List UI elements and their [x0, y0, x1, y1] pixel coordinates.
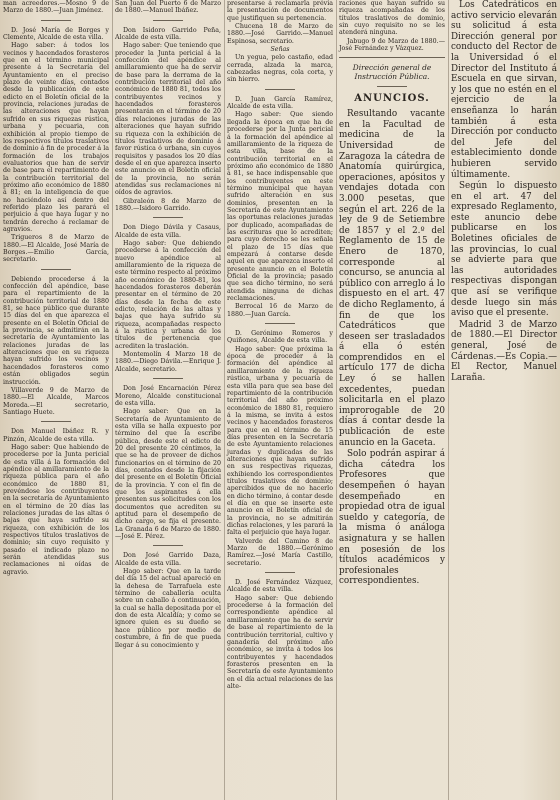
separator: [153, 378, 183, 379]
notice-heading: D. Gerónimo Romeros y Quiñones, Alcalde de esta villa.: [227, 330, 333, 345]
separator: [265, 89, 295, 90]
section-label: Señas: [270, 46, 290, 54]
separator: [339, 57, 445, 58]
paragraph: Hago saber: Que debiendo procederse á la formación del correspondiente apéndice al amillaramiento que ha de servir de base al repartimiento de la contribución territorial, cultivo y ganadería del próximo año económico, se invita á todos los contribuyentes y hacendados forasteros presenten en la Secretaría de este Ayuntamiento en el día actual relaciones de las alte-: [227, 594, 333, 690]
paragraph: Un yegua, pelo castaño, edad cerrada, alzada la marca, cabezadas negras, cola corta, y sin hierro.: [227, 54, 333, 84]
section-header: Dirección general de Instrucción Pública.: [352, 63, 432, 81]
separator: [377, 86, 407, 87]
paragraph: Hago saber: Que en la tarde del día 15 del actual apareció en la dehesa de Tarrafuela este término de caballería oculta sobre un caballo á continuación, la cual se halla depositada por el don de esta Alcaldía; y como se ignore quien es su dueño se hace público por medio de costumbre, á fin de que pueda llegar á su conocimiento y: [115, 568, 221, 649]
column-5: [448, 0, 560, 800]
signature: Gibraleón 8 de Marzo de 1880.—Isidoro Garrido.: [115, 197, 221, 212]
column-1: [0, 0, 112, 800]
column-3: [224, 0, 336, 800]
separator: [153, 545, 183, 546]
separator: [153, 217, 183, 218]
separator: [41, 421, 71, 422]
signature: Chucena 18 de Marzo de 1880.—José Garrido.—Manuel Espinosa, secretario.: [227, 23, 333, 45]
separator: [41, 20, 71, 21]
separator: [265, 323, 295, 324]
notice-heading: D. Juan García Ramírez, Alcalde de esta villa.: [227, 95, 333, 111]
paragraph: Según lo dispuesto en el art. 47 del expresado Reglamento, este anuncio debe publicarse en los Boletines oficiales de las provincias, lo cual se advierte para que las autoridades respectivas dispongan que así se verifique desde luego sin más aviso que el presente.: [451, 181, 557, 319]
paragraph: Hago saber: Que debiendo procederse á la confección del nuevo apéndice al amillaramiento de la riqueza de este término respecto al próximo año económico de 1880-81, los hacendados forasteros deberán presentar en el término de 20 días desde la fecha de este edicto, relación de las altas y bajas que haya sufrido su riqueza, acompañadas respecto á la rústica y urbana de los títulos de pertenencia que acrediten la traslación.: [115, 239, 221, 350]
notice-heading: D. José Fernández Vázquez, Alcalde de esta villa.: [227, 579, 333, 594]
signature: Madrid 3 de Marzo de 1880.—El Director general, José de Cárdenas.—Es Copia.—El Rector, Manuel Laraña.: [451, 319, 557, 383]
paragraph: Hago saber: Que en la Secretaría de Ayuntamiento de esta villa se halla expuesto por término del que la escribe pública, desde este el edicto de 20 del presente 20 céntimos, la que se ha de proveer de dichos funcionarios en el término de 20 días, contados desde la fijación del presente en el Boletín Oficial de la provincia. Y con el fin de que los aspirantes á ella presenten sus solicitudes con los documentos que acrediten su aptitud para el desempeño de dicho cargo, se fija el presente. La Granada 6 de Marzo de 1880.—José E. Pérez.: [115, 408, 221, 541]
signature: Valverde del Camino 8 de Marzo de 1880.—Gerónimo Ramírez.—José María Castillo, secretario.: [227, 537, 333, 567]
notice-heading: Don José Garrido Daza, Alcalde de esta villa.: [115, 552, 221, 567]
section-title: ANUNCIOS.: [354, 93, 430, 105]
separator: [41, 269, 71, 270]
paragraph: Hago saber: Que siendo llegada la época en que ha de procederse por la Junta pericial á la formación del apéndice al amillaramiento de la riqueza de esta villa, base de la contribución territorial en el próximo año económico de 1880 á 81, se hace indispensable que los contribuyentes en este término municipal que hayan sufrido alteración en sus dominios, presenten en la Secretaría de este Ayuntamiento las oportunas relaciones juradas por duplicado, acompañadas de las escrituras que lo acrediten; para cuyo derecho se les señala el plazo de 15 días que empezará á contarse desde aquel en que aparezca inserto el presente anuncio en el Boletín Oficial de la provincia; pasado que sea dicho término, no será atendida ninguna de dichas reclamaciones.: [227, 111, 333, 303]
notice-heading: Don Manuel Ibáñez R. y Pinzón, Alcalde de esta villa.: [3, 428, 109, 443]
separator: [153, 20, 183, 21]
paragraph: Resultando vacante en la Facultad de medicina de la Universidad de Zaragoza la cátedra de Anatomía quirúrgica, operaciones, apósitos y vendajes dotada con 3.000 pesetas, que según el art. 226 de la ley de 9 de Setiembre de 1857 y el 2.º del Reglamento de 15 de Enero de 1870, corresponde al concurso, se anuncia al público con arreglo á lo dispuesto en el art. 47 de dicho Reglamento, á fin de que los Catedráticos que deseen ser trasladados á ella ó estén comprendidos en el artículo 177 de dicha Ley ó se hallen excedentes, puedan solicitarla en el plazo improrogable de 20 días á contar desde la publicación de este anuncio en la Gaceta.: [339, 109, 445, 448]
paragraph: Los Catedráticos en activo servicio elevarán su solicitud á esta Dirección general por conducto del Rector de la Universidad ó el Director del Instituto á Escuela en que sirvan, y los que no estén en el ejercicio de la enseñanza lo harán también á esta Dirección por conducto del Jefe del establecimiento donde hubieren servido últimamente.: [451, 0, 557, 180]
signature: Villaverde 9 de Marzo de 1880.—El Alcalde, Marcos Moreda.—El secretario, Santiago Huete.: [3, 386, 109, 416]
paragraph: man acreedores.—Mosno 9 de Marzo de 1880.—Juan Jiménez.: [3, 0, 109, 15]
signature: Berrocal 16 de Marzo de 1880.—Juan García.: [227, 303, 333, 318]
paragraph: raciones que hayan sufrido su riqueza acompañadas de los títulos traslativos de dominio, sin cuyo requisito no se les atenderá ninguna.: [339, 0, 445, 37]
column-2: [112, 0, 224, 800]
notice-heading: Don Diego Dávila y Casaus, Alcalde de esta villa.: [115, 224, 221, 239]
paragraph: presentarse á reclamarla prévia la presentación de documentos que justifiquen su pertenencia.: [227, 0, 333, 22]
column-4: [336, 0, 448, 800]
signature: Jabugo 9 de Marzo de 1880.—José Fernández y Vázquez.: [339, 37, 445, 53]
notice-heading: Don José Encarnación Pérez Moreno, Alcalde constitucional de esta villa.: [115, 385, 221, 407]
notice-heading: D. José María de Borges y Clemente, Alcalde de esta villa.: [3, 26, 109, 42]
paragraph: Solo podrán aspirar á dicha cátedra los Profesores que desempeñen ó hayan desempeñado en propiedad otra de igual sueldo y categoría, de la misma ó análoga asignatura y se hallen en posesión de los títulos académicos y profesionales correspondientes.: [339, 449, 445, 587]
paragraph: Hago saber: á todos los vecinos y hacendados forasteros que en el término municipal presente á la Secretaría del Ayuntamiento en el preciso plazo de veinte días, contados desde la publicación de este edicto en el Boletín oficial de la provincia, relaciones juradas de las alteraciones que hayan sufrido en sus riquezas rústica, urbana y pecuaria, con exhibición al propio tiempo de los respectivos títulos traslativos de dominio á fin de proceder á la formación de los trabajos evaluatorios que han de servir de base para el repartimiento de la contribución territorial del próximo año económico de 1880 á 81; en la inteligencia de que no haciéndolo así dentro del referido plazo les parará el perjuicio á que haya lugar y no tendrán derecho á reclamar de agravios.: [3, 42, 109, 233]
paragraph: Debiendo procederse á la confección del apéndice, base para el repartimiento de la contribución territorial de 1880 81, se hace público que durante 15 días del en que aparezca el presente en el Boletín Oficial de la provincia, se admitirán en la secretaría de Ayuntamiento las relaciones juradas de las alteraciones que en su riqueza hayan sufrido los vecinos y hacendados forasteros como están obligados según instrucción.: [3, 275, 109, 386]
separator: [265, 572, 295, 573]
signature: San Juan del Puerto 6 de Marzo de 1880.—Manuel Ibáñez.: [115, 0, 221, 15]
signature: Trigueros 8 de Marzo de 1880.—El Alcalde, José María de Borges.—Emilio García, secretario.: [3, 234, 109, 264]
signature: Montemolín 4 Marzo 18 de 1880.—Diego Dávila.—Enrique J. Alcalde, secretario.: [115, 351, 221, 373]
notice-heading: Don Isidoro Garrido Peña, Alcalde de esta villa.: [115, 26, 221, 42]
paragraph: Hago saber: Que próxima la época de proceder á la formación del apéndice al amillaramiento de la riqueza rústica, urbana y pecuaria de esta villa para que sea base del repartimiento de la contribución territorial del año próximo económico de 1880 81, requiero á la misma, se invita á estos vecinos y hacendados forasteros para que en el término de 15 días presenten en la Secretaría de este Ayuntamiento relaciones juradas y duplicadas de las alteraciones que hayan sufrido en sus respectivas riquezas, exhibiendo los correspondientes títulos traslativos de dominio; apercibidos que de no hacerlo en dicho término, á contar desde el día en que se inserte este anuncio en el Boletín oficial de la provincia, no se admitirán dichas relaciones, y les parará la falta el perjuicio que haya lugar.: [227, 345, 333, 537]
paragraph: Hago saber: Que teniendo que proceder la Junta pericial á la confección del apéndice al amillaramiento que ha de servir de base para la derrama de la contribución territorial del año económico de 1880 81, todos los contribuyentes vecinos y hacendados forasteros presentarán en el término de 20 días relaciones juradas de las alteraciones que hayan sufrido su riqueza con la exhibición de títulos traslativos de dominio á favor rústica ó urbana, sin cuyos requisitos y pasados los 20 días desde el en que aparezca inserto este anuncio en el Boletín oficial de la provincia, no serán atendidas sus reclamaciones ni oídos de agravios.: [115, 42, 221, 197]
paragraph: Hago saber: Que habiendo de procederse por la Junta pericial de esta villa á la formación del apéndice al amillaramiento de la riqueza pública para el año económico de 1880 81, prevéndose los contribuyentes en la secretaría de Ayuntamiento en el término de 20 días las relaciones juradas de las altas ó bajas que haya sufrido su riqueza, con exhibición de los respectivos títulos traslativos de dominio; sin cuyo requisito y pasado el indicado plazo no serán atendidas sus reclamaciones ni oídas de agravio.: [3, 443, 109, 576]
